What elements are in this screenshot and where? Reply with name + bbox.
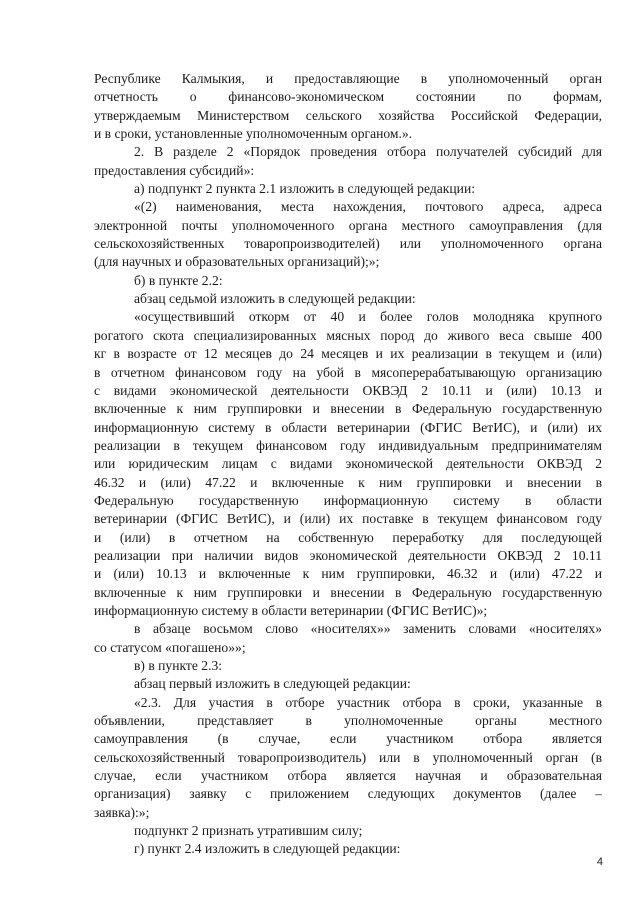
text-line: отчетность о финансово-экономическом состоянии по формам,: [94, 89, 602, 105]
text-line: с видами экономической деятельности ОКВЭД 2 10.11 и (или) 10.13 и: [94, 382, 602, 398]
text-line: или юридическим лицам с видами экономической деятельности ОКВЭД 2: [94, 456, 602, 472]
text-line: г) пункт 2.4 изложить в следующей редакции:: [134, 841, 401, 857]
text-line: подпункт 2 признать утратившим силу;: [134, 823, 363, 839]
text-line: объявлении, представляет в уполномоченные органы местного: [94, 713, 602, 729]
text-line: 2. В разделе 2 «Порядок проведения отбора получателей субсидий для: [134, 144, 602, 160]
text-line: кг в возрасте от 12 месяцев до 24 месяцев и их реализации в текущем и (или): [94, 346, 602, 362]
text-line: в отчетном финансовом году на убой в мясоперерабатывающую организацию: [94, 364, 602, 380]
text-line: (для научных и образовательных организаций);»;: [94, 254, 380, 270]
text-line: заявка):»;: [94, 804, 150, 820]
text-line: в) в пункте 2.3:: [134, 658, 223, 673]
text-line: «(2) наименования, места нахождения, почтового адреса, адреса: [134, 199, 602, 215]
text-line: «2.3. Для участия в отборе участник отбора в сроки, указанные в: [134, 694, 602, 710]
text-line: электронной почты уполномоченного органа местного самоуправления (для: [94, 217, 602, 233]
text-line: самоуправления (в случае, если участником отбора является: [94, 731, 602, 747]
text-line: и (или) в отчетном на собственную переработку для последующей: [94, 529, 602, 545]
text-line: утверждаемым Министерством сельского хозяйства Российской Федерации,: [94, 107, 602, 123]
text-line: включенные к ним группировки и внесении в Федеральную государственную: [94, 584, 602, 600]
text-line: сельскохозяйственный товаропроизводитель) или в уполномоченный орган (в: [94, 749, 602, 765]
text-line: Республике Калмыкия, и предоставляющие в уполномоченный орган: [94, 71, 602, 86]
text-line: включенные к ним группировки и внесении в Федеральную государственную: [94, 401, 602, 417]
text-line: б) в пункте 2.2:: [134, 272, 223, 288]
text-line: ветеринарии (ФГИС ВетИС), и (или) их поставке в текущем финансовом году: [94, 511, 602, 527]
text-line: информационную систему в области ветеринарии (ФГИС ВетИС), и (или) их: [94, 419, 602, 435]
page-number: 4: [596, 856, 603, 868]
document-body: [94, 70, 602, 859]
text-line: информационную систему в области ветеринарии (ФГИС ВетИС)»;: [94, 602, 488, 618]
text-line: предоставления субсидий»:: [94, 162, 255, 178]
text-line: в абзаце восьмом слово «носителях»» заменить словами «носителях»: [134, 621, 602, 637]
text-line: реализации в текущем финансовом году индивидуальным предпринимателям: [94, 437, 602, 453]
text-line: сельскохозяйственных товаропроизводителей) или уполномоченного органа: [94, 236, 602, 252]
text-line: «осуществивший откорм от 40 и более голов молодняка крупного: [134, 309, 602, 325]
text-line: и (или) 10.13 и включенные к ним группировки, 46.32 и (или) 47.22 и: [94, 566, 602, 582]
text-line: Федеральную государственную информационную систему в области: [94, 492, 602, 508]
text-line: и в сроки, установленные уполномоченным органом.».: [94, 126, 413, 142]
text-line: абзац седьмой изложить в следующей редакции:: [134, 291, 416, 307]
text-line: абзац первый изложить в следующей редакции:: [134, 676, 411, 692]
text-line: 46.32 и (или) 47.22 и включенные к ним группировки и внесении в: [94, 474, 602, 490]
text-line: организация) заявку с приложением следующих документов (далее –: [94, 786, 602, 802]
text-line: реализации при наличии видов экономической деятельности ОКВЭД 2 10.11: [94, 547, 602, 563]
text-line: случае, если участником отбора является научная и образовательная: [94, 768, 602, 784]
text-line: со статусом «погашено»»;: [94, 639, 246, 655]
text-line: а) подпункт 2 пункта 2.1 изложить в следующей редакции:: [134, 181, 475, 197]
text-line: рогатого скота специализированных мясных пород до живого веса свыше 400: [94, 327, 602, 343]
